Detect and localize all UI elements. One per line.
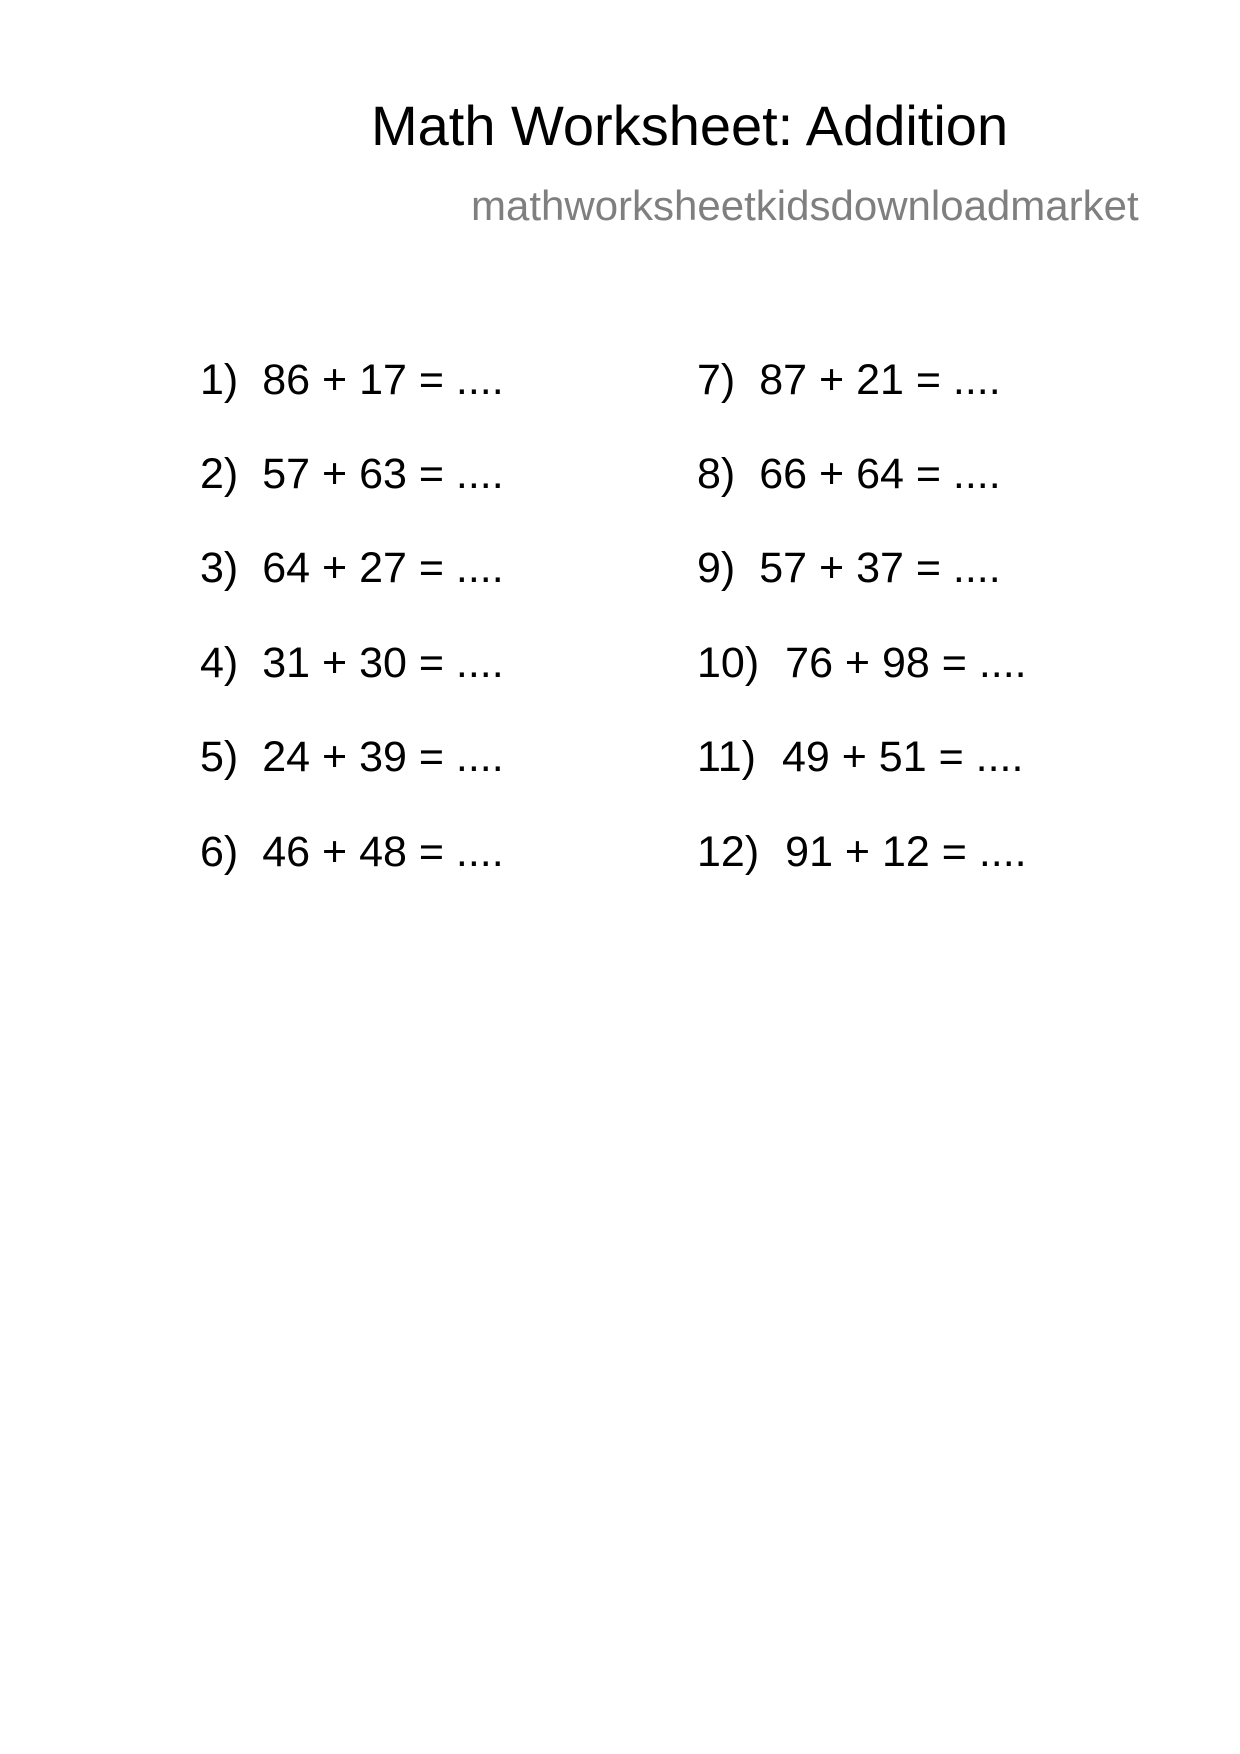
problem-item (200, 733, 504, 781)
problem-number: 7) (697, 356, 736, 404)
problem-number: 8) (697, 450, 736, 498)
problem-expression: 57 + 63 = .... (262, 450, 504, 498)
problem-expression: 86 + 17 = .... (262, 356, 504, 404)
problem-number: 10) (697, 639, 760, 687)
problem-item (697, 450, 1001, 498)
problem-item (200, 828, 504, 876)
problem-item (697, 356, 1001, 404)
problem-number: 3) (200, 544, 239, 592)
problem-expression: 76 + 98 = .... (785, 639, 1027, 687)
problem-number: 9) (697, 544, 736, 592)
worksheet-title: Math Worksheet: Addition (371, 94, 1009, 157)
problem-number: 11) (697, 733, 756, 781)
problem-expression: 46 + 48 = .... (262, 828, 504, 876)
problem-item (697, 544, 1001, 592)
problem-item (697, 828, 1027, 876)
problem-item (200, 356, 504, 404)
worksheet-subtitle: mathworksheetkidsdownloadmarket (471, 182, 1139, 229)
problem-expression: 49 + 51 = .... (781, 733, 1024, 781)
problem-item (697, 733, 1024, 781)
problem-expression: 64 + 27 = .... (262, 544, 504, 592)
problem-item (697, 639, 1027, 687)
problem-number: 6) (200, 828, 239, 876)
problem-expression: 57 + 37 = .... (759, 544, 1001, 592)
problem-number: 2) (200, 450, 239, 498)
problem-number: 1) (200, 356, 239, 404)
problem-number: 12) (697, 828, 760, 876)
problem-item (200, 639, 504, 687)
problem-expression: 31 + 30 = .... (262, 639, 504, 687)
problem-item (200, 544, 504, 592)
problem-number: 4) (200, 639, 239, 687)
problem-number: 5) (200, 733, 239, 781)
problem-expression: 66 + 64 = .... (759, 450, 1001, 498)
problem-expression: 91 + 12 = .... (785, 828, 1027, 876)
problem-expression: 24 + 39 = .... (262, 733, 504, 781)
problem-expression: 87 + 21 = .... (759, 356, 1001, 404)
problem-item (200, 450, 504, 498)
